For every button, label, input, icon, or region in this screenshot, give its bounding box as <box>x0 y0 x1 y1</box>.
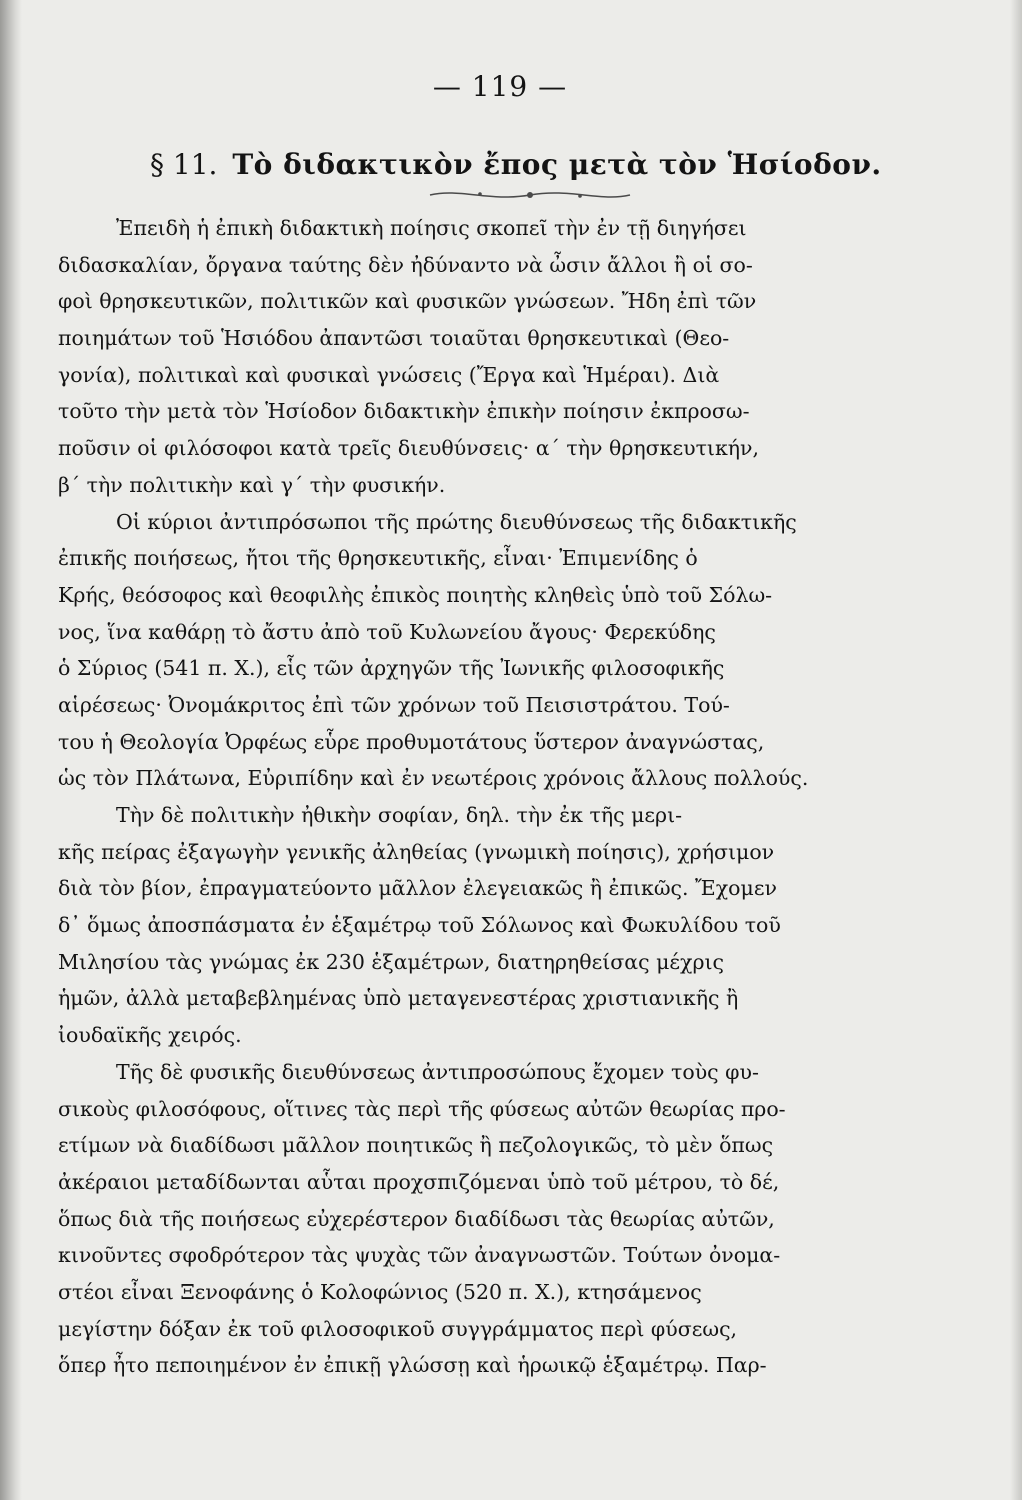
text-line: νος, ἵνα καθάρῃ τὸ ἄστυ ἀπὸ τοῦ Κυλωνείου ἄγους· Φερεκύδης <box>58 619 716 644</box>
text-line: ἐπικῆς ποιήσεως, ἤτοι τῆς θρησκευτικῆς, εἶναι· Ἐπιμενίδης ὁ <box>58 546 698 571</box>
body-text <box>58 210 918 1384</box>
text-line: τοῦτο τὴν μετὰ τὸν Ἡσίοδον διδακτικὴν ἐπικὴν ποίησιν ἐκπροσω- <box>58 399 750 424</box>
text-line: ποιημάτων τοῦ Ἡσιόδου ἀπαντῶσι τοιαῦται θρησκευτικαὶ (Θεο- <box>58 326 730 351</box>
text-line: ὅπως διὰ τῆς ποιήσεως εὐχερέστερον διαδίδωσι τὰς θεωρίας αὐτῶν, <box>58 1206 775 1231</box>
text-line: κινοῦντες σφοδρότερον τὰς ψυχὰς τῶν ἀναγνωστῶν. Τούτων ὀνομα- <box>58 1243 781 1268</box>
section-mark: § 11. <box>150 148 218 181</box>
section-title: Τὸ διδακτικὸν ἔπος μετὰ τὸν Ἡσίοδον. <box>232 148 882 181</box>
ornament-flourish <box>420 186 640 204</box>
text-line: Ἐπειδὴ ἡ ἐπικὴ διδακτικὴ ποίησις σκοπεῖ τὴν ἐν τῇ διηγήσει <box>116 216 747 240</box>
text-line: Μιλησίου τὰς γνώμας ἐκ 230 ἑξαμέτρων, διατηρηθείσας μέχρις <box>58 949 725 974</box>
text-line: διὰ τὸν βίον, ἐπραγματεύοντο μᾶλλον ἐλεγειακῶς ἢ ἐπικῶς. Ἔχομεν <box>58 876 777 901</box>
text-line: φοὶ θρησκευτικῶν, πολιτικῶν καὶ φυσικῶν γνώσεων. Ἤδη ἐπὶ τῶν <box>58 289 757 314</box>
text-line: Κρής, θεόσοφος καὶ θεοφιλὴς ἐπικὸς ποιητὴς κληθεὶς ὑπὸ τοῦ Σόλω- <box>58 582 773 607</box>
text-line: δ᾽ ὅμως ἀποσπάσματα ἐν ἑξαμέτρῳ τοῦ Σόλωνος καὶ Φωκυλίδου τοῦ <box>58 913 781 938</box>
text-line: Τὴν δὲ πολιτικὴν ἠθικὴν σοφίαν, δηλ. τὴν ἐκ τῆς μερι- <box>116 803 683 827</box>
text-line: Οἱ κύριοι ἀντιπρόσωποι τῆς πρώτης διευθύνσεως τῆς διδακτικῆς <box>116 509 797 534</box>
text-line: ὡς τὸν Πλάτωνα, Εὐριπίδην καὶ ἐν νεωτέροις χρόνοις ἄλλους πολλούς. <box>58 766 809 791</box>
text-line: του ἡ Θεολογία Ὀρφέως εὗρε προθυμοτάτους ὕστερον ἀναγνώστας, <box>58 729 765 754</box>
text-line: μεγίστην δόξαν ἐκ τοῦ φιλοσοφικοῦ συγγράμματος περὶ φύσεως, <box>58 1316 738 1341</box>
text-line: σικοὺς φιλοσόφους, οἵτινες τὰς περὶ τῆς φύσεως αὐτῶν θεωρίας προ- <box>58 1096 786 1121</box>
text-line: αἱρέσεως· Ὀνομάκριτος ἐπὶ τῶν χρόνων τοῦ Πεισιστράτου. Τού- <box>58 692 730 717</box>
text-line: ἰουδαϊκῆς χειρός. <box>58 1023 242 1048</box>
page-number: — 119 — <box>432 70 568 103</box>
text-line: ἡμῶν, ἀλλὰ μεταβεβλημένας ὑπὸ μεταγενεστέρας χριστιανικῆς ἢ <box>58 986 739 1011</box>
text-line: ἀκέραιοι μεταδίδωνται αὗται προχσπιζόμεναι ὑπὸ τοῦ μέτρου, τὸ δέ, <box>58 1169 780 1194</box>
section-heading <box>150 148 910 181</box>
text-line: διδασκαλίαν, ὄργανα ταύτης δὲν ἠδύναντο νὰ ὦσιν ἄλλοι ἢ οἱ σο- <box>58 252 753 277</box>
text-line: στέοι εἶναι Ξενοφάνης ὁ Κολοφώνιος (520 π. Χ.), κτησάμενος <box>58 1279 702 1304</box>
text-line: ὁ Σύριος (541 π. Χ.), εἷς τῶν ἀρχηγῶν τῆς Ἰωνικῆς φιλοσοφικῆς <box>58 656 725 681</box>
text-line: Τῆς δὲ φυσικῆς διευθύνσεως ἀντιπροσώπους ἔχομεν τοὺς φυ- <box>116 1059 759 1084</box>
text-line: κῆς πείρας ἐξαγωγὴν γενικῆς ἀληθείας (γνωμικὴ ποίησις), χρήσιμον <box>58 839 775 864</box>
text-line: γονία), πολιτικαὶ καὶ φυσικαὶ γνώσεις (Ἔργα καὶ Ἡμέραι). Διὰ <box>58 362 720 387</box>
text-line: ὅπερ ἦτο πεποιημένον ἐν ἐπικῇ γλώσσῃ καὶ ἡρωικῷ ἑξαμέτρῳ. Παρ- <box>58 1353 767 1378</box>
text-line: ποῦσιν οἱ φιλόσοφοι κατὰ τρεῖς διευθύνσεις· α΄ τὴν θρησκευτικήν, <box>58 436 760 461</box>
text-line: β΄ τὴν πολιτικὴν καὶ γ΄ τὴν φυσικήν. <box>58 472 446 497</box>
text-line: ετίμων νὰ διαδίδωσι μᾶλλον ποιητικῶς ἢ πεζολογικῶς, τὸ μὲν ὅπως <box>58 1133 774 1158</box>
